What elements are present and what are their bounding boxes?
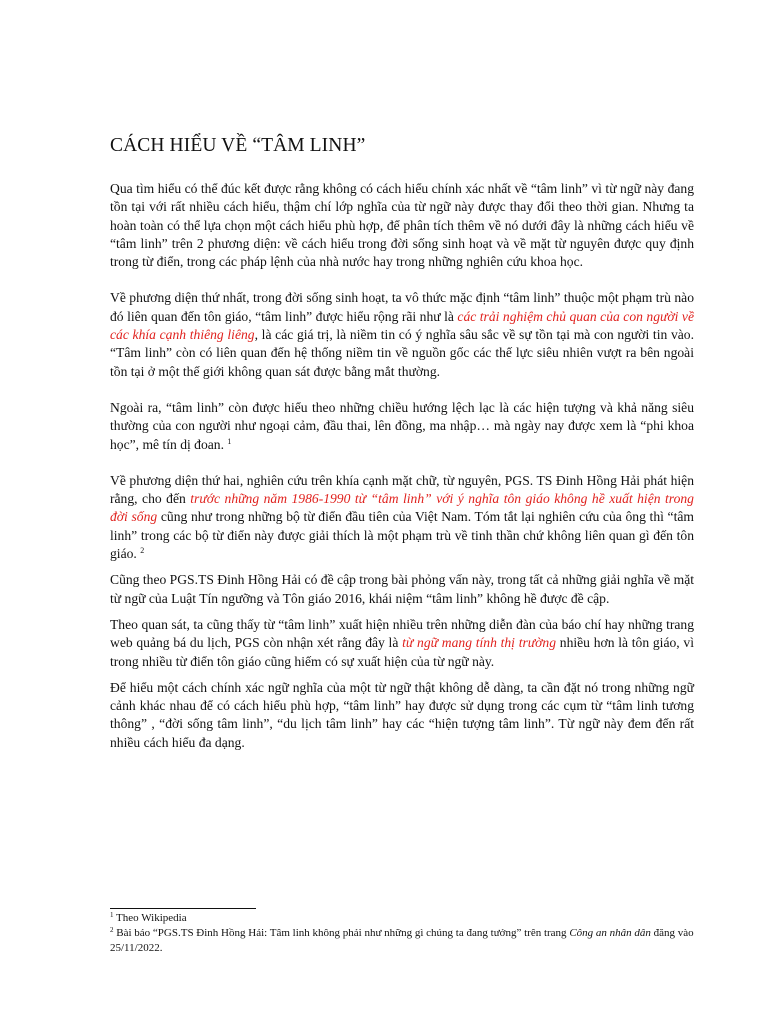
paragraph-deviant-meaning [110,399,694,454]
text-run: cũng như trong những bộ từ điển đầu tiên của Việt Nam. Tóm tắt lại nghiên cứu của ông thì “tâm linh” trong các bộ từ điển này được giải thích là một phạm trù về tinh thần chứ không liên quan gì đến tôn giáo. [110,509,694,562]
paragraph-market-term [110,616,694,671]
footnotes [110,911,694,956]
footnote-ref-1[interactable]: 1 [227,436,232,446]
paragraph-conclusion: Để hiểu một cách chính xác ngữ nghĩa của một từ ngữ thật không dễ dàng, ta cần đặt nó trong những ngữ cảnh khác nhau để có cách hiểu phù hợp, “tâm linh” hay được sử dụng trong các cụm từ “tâm linh tương thông” , “đời sống tâm linh”, “du lịch tâm linh” hay các “hiện tượng tâm linh”. Từ ngữ này đem đến rất nhiều cách hiểu đa dạng. [110,679,694,750]
footnote-ref-2[interactable]: 2 [140,546,145,556]
text-run: Về phương diện thứ nhất, trong đời sống sinh hoạt, ta vô thức mặc định “tâm linh” thuộc một phạm trù nào đó liên quan đến tôn giáo, “tâm linh” được hiểu rộng rãi như là [110,290,694,324]
text-run: Ngoài ra, “tâm linh” còn được hiểu theo những chiều hướng lệch lạc là các hiện tượng và khả năng siêu thường của con người như ngoại cảm, đầu thai, lên đồng, ma nhập… mà ngày nay được xem là “phi khoa học”, mê tín dị đoan. [110,399,694,452]
document-body [110,180,694,760]
footnote-text: Bài báo “PGS.TS Đinh Hồng Hải: Tâm linh không phải như những gì chúng ta đang tưởng” trên trang [113,927,570,939]
footnote-text: Theo Wikipedia [113,912,187,924]
document-title: CÁCH HIỂU VỀ “TÂM LINH” [110,135,366,156]
footnote-number: 1 [110,911,114,919]
red-italic-emphasis: các trải nghiệm chủ quan của con người về các khía cạnh thiêng liêng [110,308,695,343]
text-run: , là các giá trị, là niềm tin có ý nghĩa sâu sắc về sự tồn tại mà con người tin vào. “Tâm linh” còn có liên quan đến hệ thống niềm tin về nguồn gốc các thế lực siêu nhiên vượt ra bên ngoài tồn tại ở một thế giới không quan sát được bằng mắt thường. [110,327,694,379]
paragraph-second-aspect [110,472,694,563]
footnote-2 [110,926,694,956]
red-italic-emphasis: trước những năm 1986-1990 từ “tâm linh” với ý nghĩa tôn giáo không hề xuất hiện trong đời sống [110,491,694,525]
text-run: Về phương diện thứ hai, nghiên cứu trên khía cạnh mặt chữ, từ nguyên, PGS. TS Đinh Hồng Hải phát hiện rằng, cho đến [110,472,694,507]
footnote-number: 2 [110,926,114,934]
paragraph-first-aspect [110,289,694,380]
footnote-text: đăng vào 25/11/2022. [110,927,694,954]
footnote-1 [110,911,694,926]
text-run: nhiều hơn là tôn giáo, vì trong nhiều từ điển tôn giáo cũng hiếm có sự xuất hiện của từ ngữ này. [110,635,694,669]
red-italic-emphasis: từ ngữ mang tính thị trường [402,635,557,651]
text-run: Theo quan sát, ta cũng thấy từ “tâm linh” xuất hiện nhiều trên những diễn đàn của báo chí hay những trang web quảng bá du lịch, PGS còn nhận xét rằng đây là [110,616,694,651]
paragraph-intro: Qua tìm hiểu có thể đúc kết được rằng không có cách hiểu chính xác nhất về “tâm linh” vì từ ngữ này đang tồn tại với rất nhiều cách hiểu, thậm chí lớp nghĩa của từ ngữ này được thay đổi theo thời gian. Nhưng ta hoàn toàn có thể lựa chọn một cách hiểu phù hợp, để phân tích thêm về nó dưới đây là những cách hiểu về “tâm linh” trên 2 phương diện: về cách hiểu trong đời sống sinh hoạt và về mặt từ nguyên được quy định trong từ điển, trong các pháp lệnh của nhà nước hay trong những nghiên cứu khoa học. [110,181,694,270]
footnote-separator [110,908,256,909]
footnote-source-name: Công an nhân dân [569,927,651,939]
paragraph-law-mention: Cũng theo PGS.TS Đinh Hồng Hải có đề cập trong bài phỏng vấn này, trong tất cả những giải nghĩa về mặt từ ngữ của Luật Tín ngưỡng và Tôn giáo 2016, khái niệm “tâm linh” không hề được đề cập. [110,572,694,606]
